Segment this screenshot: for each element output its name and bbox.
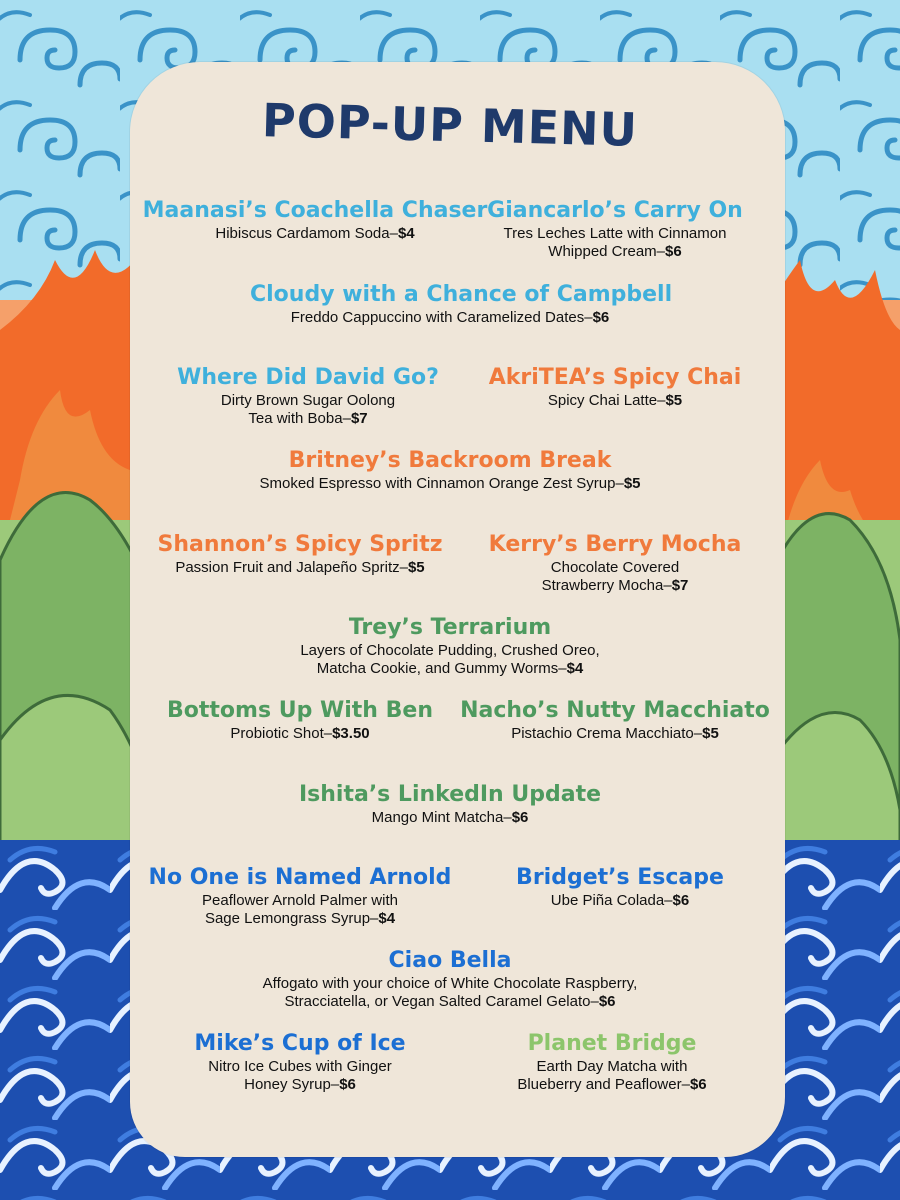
menu-item-price: $6 [511, 809, 529, 826]
menu-item-description [412, 1076, 812, 1094]
menu-item-price: $5 [407, 559, 425, 576]
menu-item-name: Bottoms Up With Ben [167, 698, 433, 723]
menu-item-price: $3.50 [332, 725, 370, 742]
menu-item-description [415, 225, 815, 243]
menu-item-price: $6 [598, 993, 616, 1010]
menu-item-name: Mike’s Cup of Ice [194, 1031, 406, 1056]
menu-item-name: Ciao Bella [388, 948, 512, 973]
menu-item-price: $5 [702, 725, 719, 742]
menu-item-name: Bridget’s Escape [516, 865, 724, 890]
description-text: Pistachio Crema Macchiato– [511, 725, 703, 742]
menu-item-price: $7 [350, 410, 368, 427]
menu-item-price: $4 [378, 910, 396, 927]
description-text: Tres Leches Latte with Cinnamon [503, 225, 727, 242]
menu-item-name: Trey’s Terrarium [348, 615, 552, 640]
description-text: Stracciatella, or Vegan Salted Caramel Gelato– [284, 993, 599, 1010]
description-text: Dirty Brown Sugar Oolong [220, 392, 396, 409]
description-text: Freddo Cappuccino with Caramelized Dates– [290, 309, 593, 326]
menu-item [420, 864, 820, 910]
menu-item-name: Shannon’s Spicy Spritz [157, 532, 443, 557]
menu-item-description [250, 475, 650, 493]
description-text: Nitro Ice Cubes with Ginger [208, 1058, 392, 1075]
menu-item-description [415, 392, 815, 410]
description-text: Blueberry and Peaflower– [517, 1076, 690, 1093]
menu-item [250, 614, 650, 678]
menu-item-description [415, 243, 815, 261]
menu-item-price: $7 [671, 577, 689, 594]
menu-item-description [415, 725, 815, 743]
description-text: Whipped Cream– [548, 243, 666, 260]
description-text: Affogato with your choice of White Chocolate Raspberry, [262, 975, 638, 992]
menu-item [412, 1030, 812, 1094]
description-text: Smoked Espresso with Cinnamon Orange Zest Syrup– [259, 475, 624, 492]
menu-item-description [250, 975, 650, 993]
menu-item-description [108, 410, 508, 428]
description-text: Hibiscus Cardamom Soda– [215, 225, 398, 242]
menu-item-description [415, 577, 815, 595]
menu-item-name: Where Did David Go? [177, 365, 439, 390]
menu-item [415, 364, 815, 410]
description-text: Matcha Cookie, and Gummy Worms– [316, 660, 567, 677]
description-text: Tea with Boba– [248, 410, 351, 427]
description-text: Probiotic Shot– [230, 725, 333, 742]
description-text: Peaflower Arnold Palmer with [202, 892, 398, 909]
menu-item-price: $4 [397, 225, 415, 242]
menu-item-name: Britney’s Backroom Break [288, 448, 612, 473]
menu-item [415, 531, 815, 595]
description-text: Strawberry Mocha– [541, 577, 672, 594]
menu-item-price: $5 [665, 392, 683, 409]
menu-item-name: Giancarlo’s Carry On [487, 198, 743, 223]
menu-item-price: $6 [339, 1076, 356, 1093]
description-text: Layers of Chocolate Pudding, Crushed Oreo, [300, 642, 600, 659]
menu-item-description [250, 993, 650, 1011]
menu-item-description [100, 910, 500, 928]
menu-item-name: Cloudy with a Chance of Campbell [250, 282, 673, 307]
menu-item-name: Ishita’s LinkedIn Update [298, 782, 602, 807]
menu-item [250, 781, 650, 827]
menu-item-description [250, 309, 650, 327]
menu-item-price: $5 [623, 475, 641, 492]
menu-item-price: $6 [672, 892, 690, 909]
description-text: Honey Syrup– [244, 1076, 340, 1093]
description-text: Mango Mint Matcha– [371, 809, 512, 826]
menu-item [415, 197, 815, 261]
menu-item-name: Maanasi’s Coachella Chaser [142, 198, 488, 223]
menu-item [250, 447, 650, 493]
menu-item-name: AkriTEA’s Spicy Chai [488, 365, 742, 390]
menu-item-price: $4 [566, 660, 584, 677]
description-text: Ube Piña Colada– [550, 892, 673, 909]
menu-item [250, 947, 650, 1011]
menu-item-description [412, 1058, 812, 1076]
description-text: Spicy Chai Latte– [547, 392, 666, 409]
menu-item-description [415, 559, 815, 577]
description-text: Chocolate Covered [550, 559, 680, 576]
menu-item-price: $6 [592, 309, 610, 326]
menu-item-name: No One is Named Arnold [148, 865, 452, 890]
menu-title: POP-UP MENU [261, 93, 639, 157]
menu-item [415, 697, 815, 743]
menu-item-price: $6 [665, 243, 682, 260]
description-text: Passion Fruit and Jalapeño Spritz– [175, 559, 408, 576]
menu-item-description [250, 642, 650, 660]
menu-item-price: $6 [689, 1076, 707, 1093]
menu-item-name: Kerry’s Berry Mocha [488, 532, 742, 557]
menu-item-name: Nacho’s Nutty Macchiato [460, 698, 770, 723]
menu-item-name: Planet Bridge [527, 1031, 697, 1056]
menu-item-description [420, 892, 820, 910]
menu-item-description [250, 809, 650, 827]
menu-item-description [250, 660, 650, 678]
description-text: Sage Lemongrass Syrup– [204, 910, 379, 927]
description-text: Earth Day Matcha with [536, 1058, 688, 1075]
menu-item [250, 281, 673, 327]
